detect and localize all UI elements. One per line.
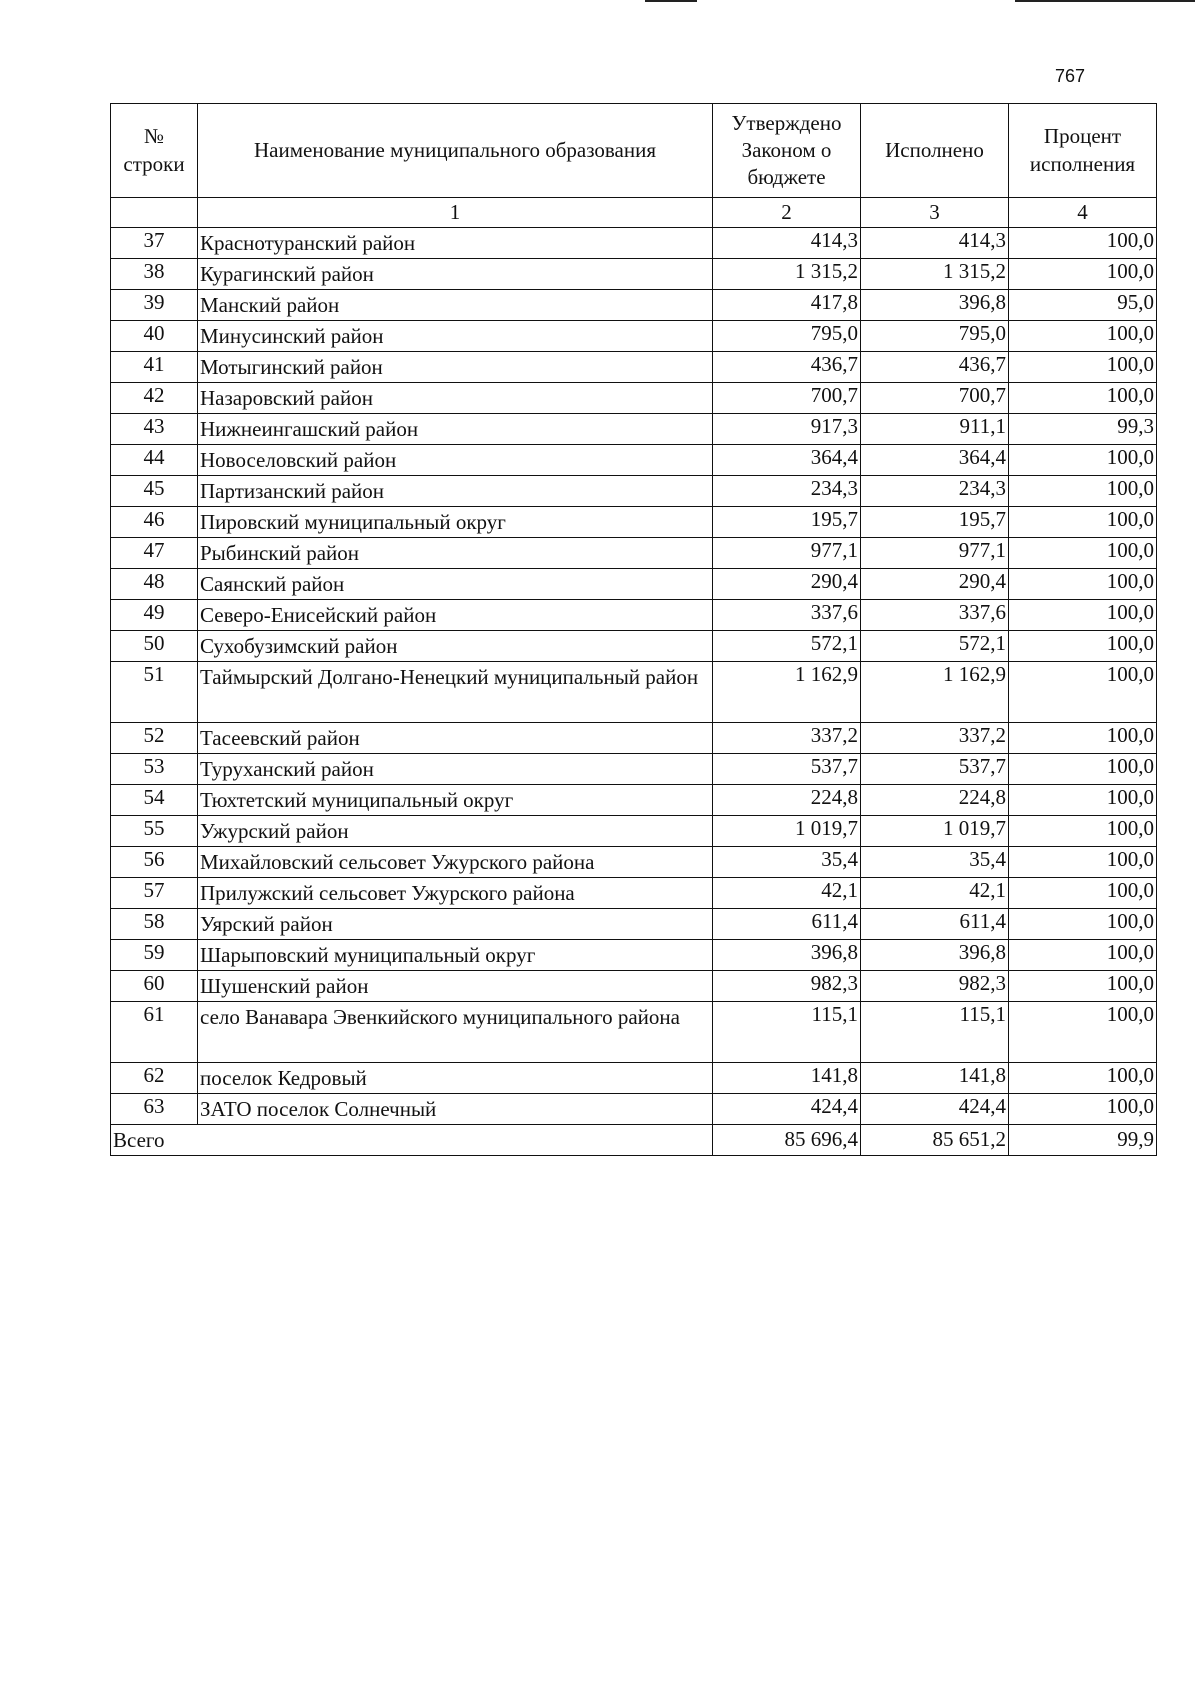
executed-amount: 700,7 [861, 383, 1009, 414]
executed-amount: 364,4 [861, 445, 1009, 476]
executed-amount: 290,4 [861, 569, 1009, 600]
approved-amount: 1 162,9 [713, 662, 861, 723]
total-executed: 85 651,2 [861, 1125, 1009, 1156]
executed-amount: 42,1 [861, 878, 1009, 909]
execution-percent: 100,0 [1009, 383, 1157, 414]
execution-percent: 100,0 [1009, 445, 1157, 476]
executed-amount: 1 162,9 [861, 662, 1009, 723]
table-row [111, 1002, 1157, 1063]
total-approved: 85 696,4 [713, 1125, 861, 1156]
executed-amount: 611,4 [861, 909, 1009, 940]
execution-percent: 100,0 [1009, 321, 1157, 352]
executed-amount: 35,4 [861, 847, 1009, 878]
municipality-name: Новоселовский район [198, 445, 713, 476]
execution-percent: 100,0 [1009, 476, 1157, 507]
execution-percent: 100,0 [1009, 723, 1157, 754]
approved-amount: 424,4 [713, 1094, 861, 1125]
table-row [111, 1094, 1157, 1125]
row-number: 44 [111, 445, 198, 476]
municipality-name: Туруханский район [198, 754, 713, 785]
approved-amount: 337,2 [713, 723, 861, 754]
execution-percent: 100,0 [1009, 1063, 1157, 1094]
execution-percent: 95,0 [1009, 290, 1157, 321]
execution-percent: 99,3 [1009, 414, 1157, 445]
execution-percent: 100,0 [1009, 940, 1157, 971]
row-number: 62 [111, 1063, 198, 1094]
approved-amount: 364,4 [713, 445, 861, 476]
row-number: 55 [111, 816, 198, 847]
column-number [111, 198, 198, 228]
municipality-name: Минусинский район [198, 321, 713, 352]
execution-percent: 100,0 [1009, 352, 1157, 383]
execution-percent: 100,0 [1009, 1094, 1157, 1125]
executed-amount: 195,7 [861, 507, 1009, 538]
scan-edge-line-left [645, 0, 697, 2]
column-number: 1 [198, 198, 713, 228]
municipality-name: Назаровский район [198, 383, 713, 414]
executed-amount: 977,1 [861, 538, 1009, 569]
table-row [111, 816, 1157, 847]
approved-amount: 141,8 [713, 1063, 861, 1094]
column-number: 4 [1009, 198, 1157, 228]
executed-amount: 337,6 [861, 600, 1009, 631]
execution-percent: 100,0 [1009, 847, 1157, 878]
executed-amount: 424,4 [861, 1094, 1009, 1125]
approved-amount: 234,3 [713, 476, 861, 507]
approved-amount: 417,8 [713, 290, 861, 321]
table-row [111, 600, 1157, 631]
row-number: 43 [111, 414, 198, 445]
execution-percent: 100,0 [1009, 631, 1157, 662]
total-percent: 99,9 [1009, 1125, 1157, 1156]
row-number: 38 [111, 259, 198, 290]
table-row [111, 631, 1157, 662]
execution-percent: 100,0 [1009, 754, 1157, 785]
total-row [111, 1125, 1157, 1156]
municipality-name: Тюхтетский муниципальный округ [198, 785, 713, 816]
header-municipality-name: Наименование муниципального образования [198, 104, 713, 198]
municipality-name: Северо-Енисейский район [198, 600, 713, 631]
row-number: 58 [111, 909, 198, 940]
row-number: 37 [111, 228, 198, 259]
execution-percent: 100,0 [1009, 909, 1157, 940]
approved-amount: 337,6 [713, 600, 861, 631]
row-number: 39 [111, 290, 198, 321]
executed-amount: 234,3 [861, 476, 1009, 507]
table-row [111, 383, 1157, 414]
table-header-row [111, 104, 1157, 198]
executed-amount: 337,2 [861, 723, 1009, 754]
table-row [111, 940, 1157, 971]
municipality-name: Сухобузимский район [198, 631, 713, 662]
table-row [111, 538, 1157, 569]
municipality-name: Ужурский район [198, 816, 713, 847]
header-executed: Исполнено [861, 104, 1009, 198]
column-numbers-row [111, 198, 1157, 228]
executed-amount: 795,0 [861, 321, 1009, 352]
table-row [111, 878, 1157, 909]
row-number: 40 [111, 321, 198, 352]
row-number: 50 [111, 631, 198, 662]
executed-amount: 911,1 [861, 414, 1009, 445]
row-number: 61 [111, 1002, 198, 1063]
total-label: Всего [111, 1125, 713, 1156]
page-number: 767 [1054, 66, 1086, 86]
municipality-name: Краснотуранский район [198, 228, 713, 259]
approved-amount: 224,8 [713, 785, 861, 816]
approved-amount: 290,4 [713, 569, 861, 600]
execution-percent: 100,0 [1009, 507, 1157, 538]
municipality-name: Мотыгинский район [198, 352, 713, 383]
approved-amount: 115,1 [713, 1002, 861, 1063]
approved-amount: 414,3 [713, 228, 861, 259]
execution-percent: 100,0 [1009, 600, 1157, 631]
scan-edge-line-right [1015, 0, 1195, 2]
table-row [111, 847, 1157, 878]
table-row [111, 785, 1157, 816]
municipality-name: Уярский район [198, 909, 713, 940]
execution-percent: 100,0 [1009, 228, 1157, 259]
row-number: 59 [111, 940, 198, 971]
execution-percent: 100,0 [1009, 816, 1157, 847]
table-row [111, 662, 1157, 723]
budget-execution-table [110, 103, 1157, 1156]
executed-amount: 115,1 [861, 1002, 1009, 1063]
municipality-name: Курагинский район [198, 259, 713, 290]
row-number: 51 [111, 662, 198, 723]
municipality-name: Таймырский Долгано-Ненецкий муниципальный район [198, 662, 713, 723]
row-number: 42 [111, 383, 198, 414]
table-row [111, 228, 1157, 259]
row-number: 45 [111, 476, 198, 507]
row-number: 60 [111, 971, 198, 1002]
execution-percent: 100,0 [1009, 971, 1157, 1002]
executed-amount: 537,7 [861, 754, 1009, 785]
header-percent: Процент исполнения [1009, 104, 1157, 198]
row-number: 49 [111, 600, 198, 631]
municipality-name: Шарыповский муниципальный округ [198, 940, 713, 971]
municipality-name: Саянский район [198, 569, 713, 600]
column-number: 3 [861, 198, 1009, 228]
table-row [111, 445, 1157, 476]
row-number: 47 [111, 538, 198, 569]
executed-amount: 141,8 [861, 1063, 1009, 1094]
table-row [111, 754, 1157, 785]
row-number: 52 [111, 723, 198, 754]
header-row-number: № строки [111, 104, 198, 198]
approved-amount: 396,8 [713, 940, 861, 971]
row-number: 46 [111, 507, 198, 538]
municipality-name: Шушенский район [198, 971, 713, 1002]
approved-amount: 537,7 [713, 754, 861, 785]
municipality-name: Рыбинский район [198, 538, 713, 569]
municipality-name: Пировский муниципальный округ [198, 507, 713, 538]
table-body [111, 228, 1157, 1125]
approved-amount: 795,0 [713, 321, 861, 352]
municipality-name: Тасеевский район [198, 723, 713, 754]
municipality-name: Партизанский район [198, 476, 713, 507]
approved-amount: 35,4 [713, 847, 861, 878]
table-row [111, 476, 1157, 507]
executed-amount: 1 019,7 [861, 816, 1009, 847]
table-row [111, 569, 1157, 600]
executed-amount: 982,3 [861, 971, 1009, 1002]
executed-amount: 436,7 [861, 352, 1009, 383]
municipality-name: Прилужский сельсовет Ужурского района [198, 878, 713, 909]
header-approved: Утверждено Законом о бюджете [713, 104, 861, 198]
approved-amount: 1 019,7 [713, 816, 861, 847]
table-row [111, 321, 1157, 352]
executed-amount: 396,8 [861, 940, 1009, 971]
municipality-name: Манский район [198, 290, 713, 321]
row-number: 53 [111, 754, 198, 785]
table-row [111, 971, 1157, 1002]
table-row [111, 723, 1157, 754]
approved-amount: 611,4 [713, 909, 861, 940]
approved-amount: 977,1 [713, 538, 861, 569]
approved-amount: 195,7 [713, 507, 861, 538]
approved-amount: 982,3 [713, 971, 861, 1002]
municipality-name: поселок Кедровый [198, 1063, 713, 1094]
municipality-name: ЗАТО поселок Солнечный [198, 1094, 713, 1125]
execution-percent: 100,0 [1009, 878, 1157, 909]
municipality-name: Нижнеингашский район [198, 414, 713, 445]
executed-amount: 1 315,2 [861, 259, 1009, 290]
executed-amount: 414,3 [861, 228, 1009, 259]
table-row [111, 290, 1157, 321]
row-number: 56 [111, 847, 198, 878]
row-number: 48 [111, 569, 198, 600]
execution-percent: 100,0 [1009, 259, 1157, 290]
municipality-name: Михайловский сельсовет Ужурского района [198, 847, 713, 878]
column-number: 2 [713, 198, 861, 228]
executed-amount: 224,8 [861, 785, 1009, 816]
approved-amount: 1 315,2 [713, 259, 861, 290]
approved-amount: 42,1 [713, 878, 861, 909]
execution-percent: 100,0 [1009, 538, 1157, 569]
table-row [111, 909, 1157, 940]
execution-percent: 100,0 [1009, 1002, 1157, 1063]
execution-percent: 100,0 [1009, 662, 1157, 723]
approved-amount: 700,7 [713, 383, 861, 414]
row-number: 54 [111, 785, 198, 816]
table-row [111, 1063, 1157, 1094]
approved-amount: 917,3 [713, 414, 861, 445]
approved-amount: 572,1 [713, 631, 861, 662]
row-number: 41 [111, 352, 198, 383]
municipality-name: село Ванавара Эвенкийского муниципального района [198, 1002, 713, 1063]
table-row [111, 259, 1157, 290]
row-number: 63 [111, 1094, 198, 1125]
executed-amount: 396,8 [861, 290, 1009, 321]
row-number: 57 [111, 878, 198, 909]
execution-percent: 100,0 [1009, 785, 1157, 816]
executed-amount: 572,1 [861, 631, 1009, 662]
table-row [111, 507, 1157, 538]
approved-amount: 436,7 [713, 352, 861, 383]
execution-percent: 100,0 [1009, 569, 1157, 600]
table-row [111, 352, 1157, 383]
table-row [111, 414, 1157, 445]
